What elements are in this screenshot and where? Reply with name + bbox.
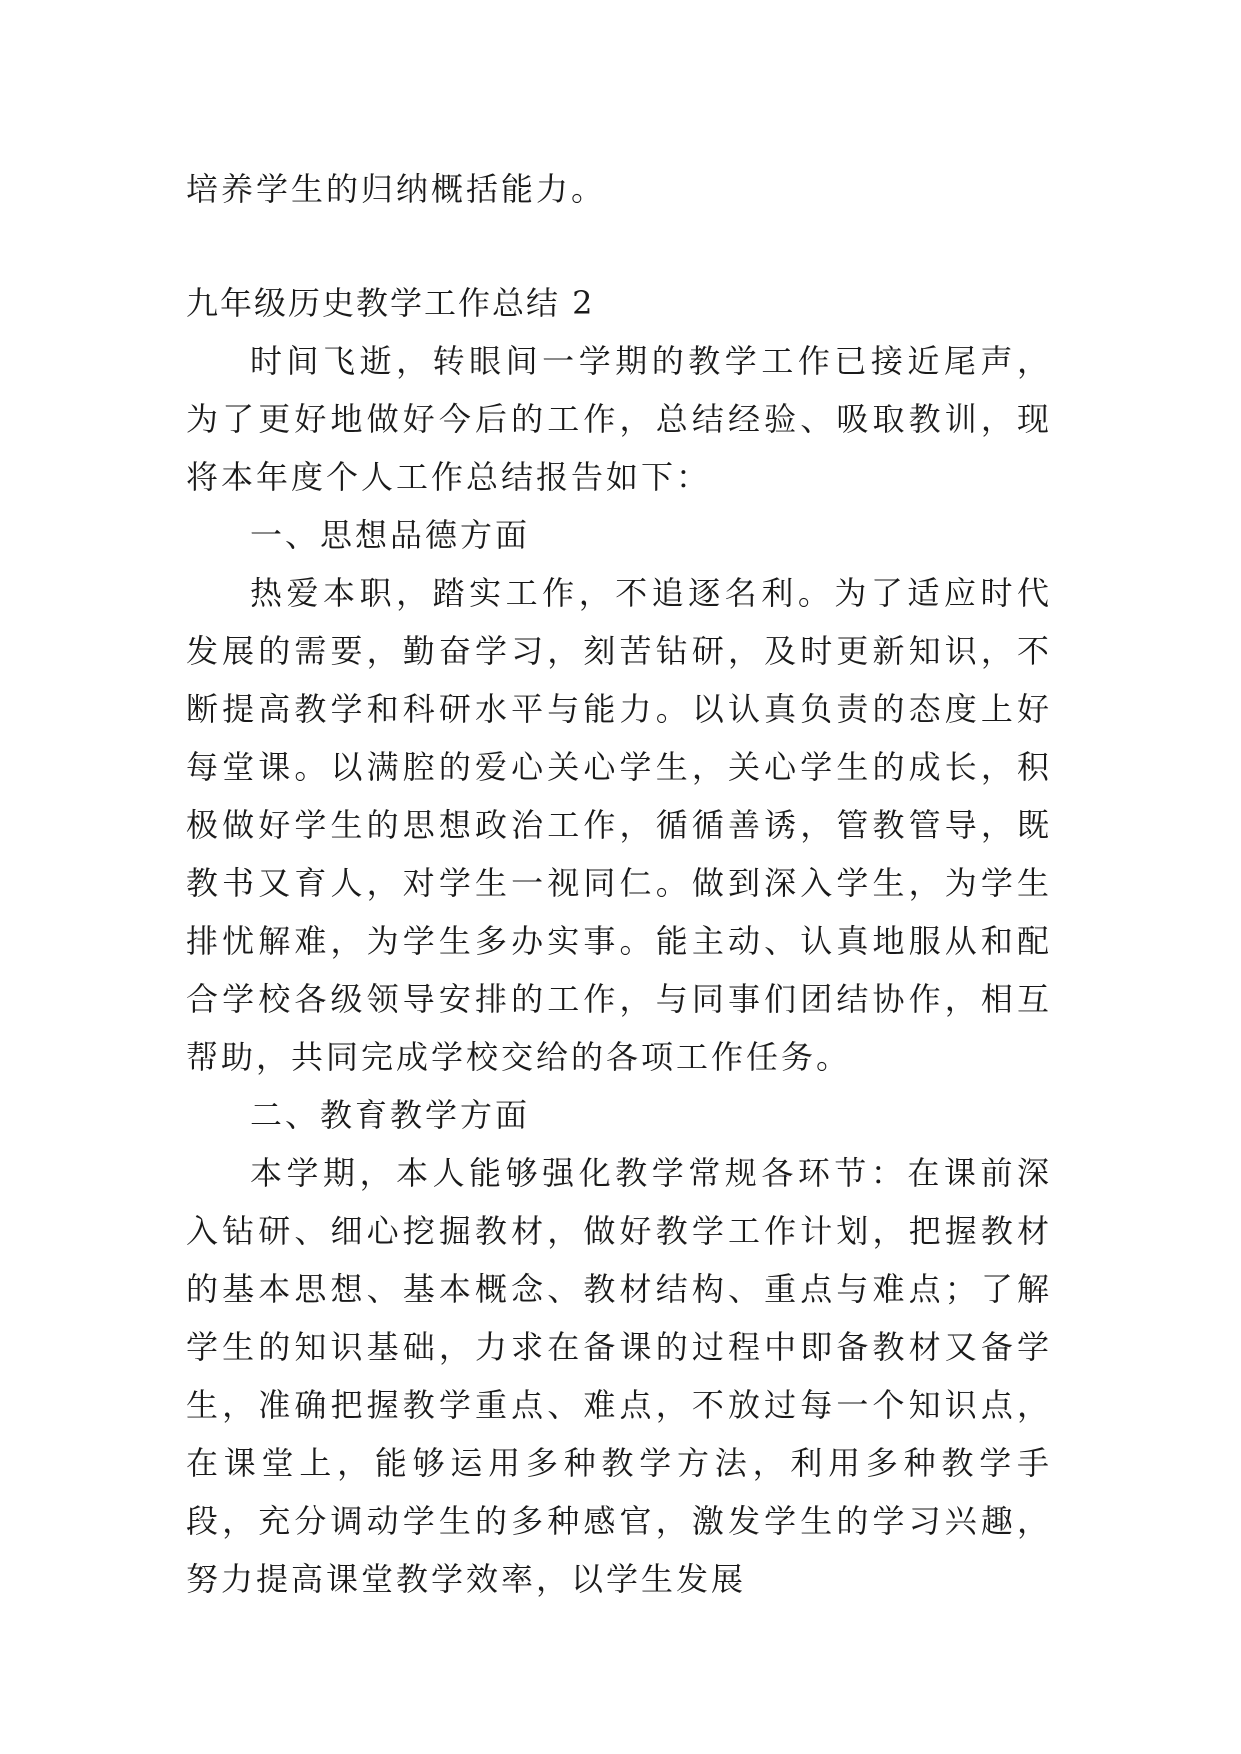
continuation-text: 培养学生的归纳概括能力。 — [186, 170, 607, 208]
section-title: 九年级历史教学工作总结 2 — [186, 284, 595, 322]
intro-paragraph: 时间飞逝，转眼间一学期的教学工作已接近尾声，为了更好地做好今后的工作，总结经验、吸取教训，现将本年度个人工作总结报告如下： — [186, 342, 1052, 496]
section-heading-moral: 一、思想品德方面 — [250, 516, 531, 554]
document-body — [186, 332, 1052, 1608]
section-heading-teaching: 二、教育教学方面 — [250, 1096, 531, 1134]
teaching-paragraph: 本学期，本人能够强化教学常规各环节：在课前深入钻研、细心挖掘教材，做好教学工作计划，把握教材的基本思想、基本概念、教材结构、重点与难点；了解学生的知识基础，力求在备课的过程中即备教材又备学生，准确把握教学重点、难点，不放过每一个知识点，在课堂上，能够运用多种教学方法，利用多种教学手段，充分调动学生的多种感官，激发学生的学习兴趣，努力提高课堂教学效率，以学生发展 — [186, 1154, 1052, 1598]
moral-paragraph: 热爱本职，踏实工作，不追逐名利。为了适应时代发展的需要，勤奋学习，刻苦钻研，及时更新知识，不断提高教学和科研水平与能力。以认真负责的态度上好每堂课。以满腔的爱心关心学生，关心学生的成长，积极做好学生的思想政治工作，循循善诱，管教管导，既教书又育人，对学生一视同仁。做到深入学生，为学生排忧解难，为学生多办实事。能主动、认真地服从和配合学校各级领导安排的工作，与同事们团结协作，相互帮助，共同完成学校交给的各项工作任务。 — [186, 574, 1052, 1076]
